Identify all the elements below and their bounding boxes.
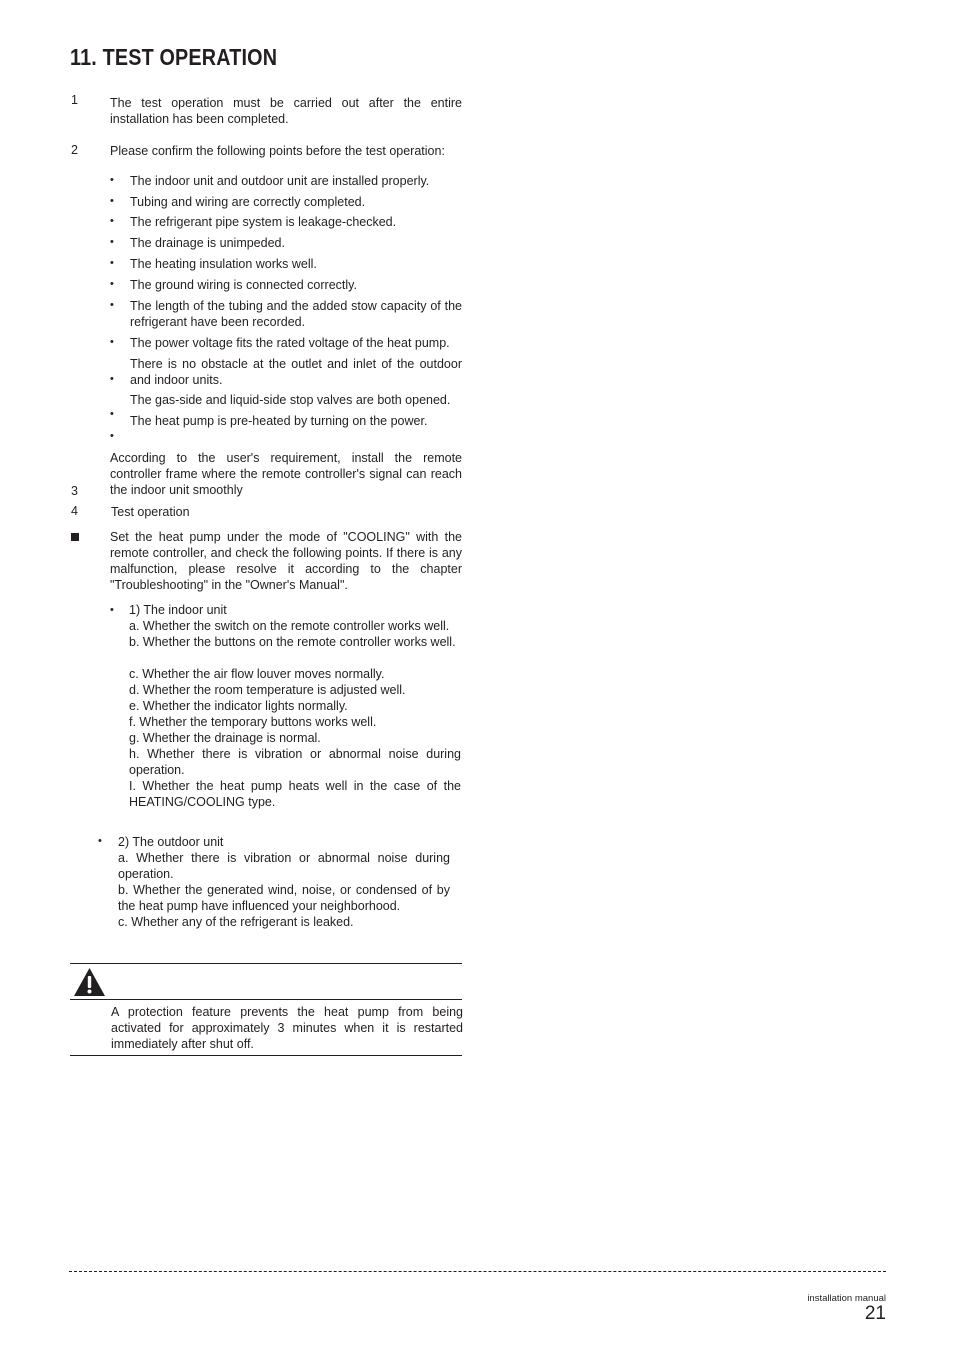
bullet-icon: • [110,408,114,420]
item-number-3: 3 [71,484,78,498]
item-text-3: According to the user's requirement, install the remote controller frame where the remote controller's signal can reach the indoor unit smoothly [110,451,462,497]
indoor-check-line: a. Whether the switch on the remote controller works well. [129,619,450,633]
item-number-2: 2 [71,143,78,157]
bullet-icon: • [110,174,114,186]
bullet-icon: • [110,236,114,248]
checklist-item: The refrigerant pipe system is leakage-checked. [130,215,397,229]
warning-bottom-rule [70,1055,462,1056]
footer-dashed-rule [69,1271,886,1272]
item-text-1: The test operation must be carried out after the entire installation has been completed. [110,96,462,126]
checklist-item: The length of the tubing and the added stow capacity of the refrigerant have been recorded. [130,299,462,329]
bullet-icon: • [110,195,114,207]
page-number: 21 [864,1303,886,1324]
indoor-check-line: b. Whether the buttons on the remote controller works well. [129,635,456,649]
bullet-icon: • [98,835,102,847]
bullet-icon: • [110,430,114,442]
item-text-4: Test operation [111,505,190,519]
outdoor-check-line: a. Whether there is vibration or abnormal noise during operation. [118,851,450,881]
indoor-check-line: g. Whether the drainage is normal. [129,731,321,745]
bullet-icon: • [110,299,114,311]
checklist-item: The heating insulation works well. [130,257,317,271]
page-title: 11. TEST OPERATION [70,44,278,70]
indoor-check-line: h. Whether there is vibration or abnormal noise during operation. [129,747,461,777]
checklist-item: The power voltage fits the rated voltage of the heat pump. [130,336,450,350]
warning-middle-rule [70,999,462,1000]
bullet-icon: • [110,336,114,348]
checklist-item: There is no obstacle at the outlet and inlet of the outdoor and indoor units. [130,357,462,387]
indoor-check-line: f. Whether the temporary buttons works well. [129,715,377,729]
bullet-icon: • [110,373,114,385]
warning-text: A protection feature prevents the heat pump from being activated for approximately 3 minutes when it is restarted immediately after shut off. [111,1005,463,1051]
checklist-item: The ground wiring is connected correctly. [130,278,357,292]
indoor-unit-heading: 1) The indoor unit [129,603,227,617]
bullet-icon: • [110,278,114,290]
square-bullet-icon [71,533,79,541]
item-text-2: Please confirm the following points before the test operation: [110,144,445,158]
indoor-check-line: e. Whether the indicator lights normally. [129,699,348,713]
warning-top-rule [70,963,462,964]
checklist-item: Tubing and wiring are correctly completed. [130,195,366,209]
checklist-item: The indoor unit and outdoor unit are installed properly. [130,174,430,188]
bullet-icon: • [110,604,114,616]
bullet-icon: • [110,215,114,227]
item-number-4: 4 [71,504,78,518]
indoor-check-line: I. Whether the heat pump heats well in the case of the HEATING/COOLING type. [129,779,461,809]
checklist-item: The heat pump is pre-heated by turning on the power. [130,414,428,428]
outdoor-check-line: c. Whether any of the refrigerant is leaked. [118,915,354,929]
footer-label: installation manual [807,1293,886,1304]
indoor-check-line: d. Whether the room temperature is adjusted well. [129,683,406,697]
checklist-item: The drainage is unimpeded. [130,236,285,250]
outdoor-unit-heading: 2) The outdoor unit [118,835,224,849]
item-number-1: 1 [71,93,78,107]
checklist-item: The gas-side and liquid-side stop valves are both opened. [130,393,451,407]
indoor-check-line: c. Whether the air flow louver moves normally. [129,667,385,681]
outdoor-check-line: b. Whether the generated wind, noise, or condensed of by the heat pump have influenced your neighborhood. [118,883,450,913]
bullet-icon: • [110,257,114,269]
mode-instruction: Set the heat pump under the mode of "COOLING" with the remote controller, and check the following points. If there is any malfunction, please resolve it according to the chapter "Troubleshooting" in the "Owner's Manual". [110,530,462,592]
warning-triangle-icon [72,966,107,998]
